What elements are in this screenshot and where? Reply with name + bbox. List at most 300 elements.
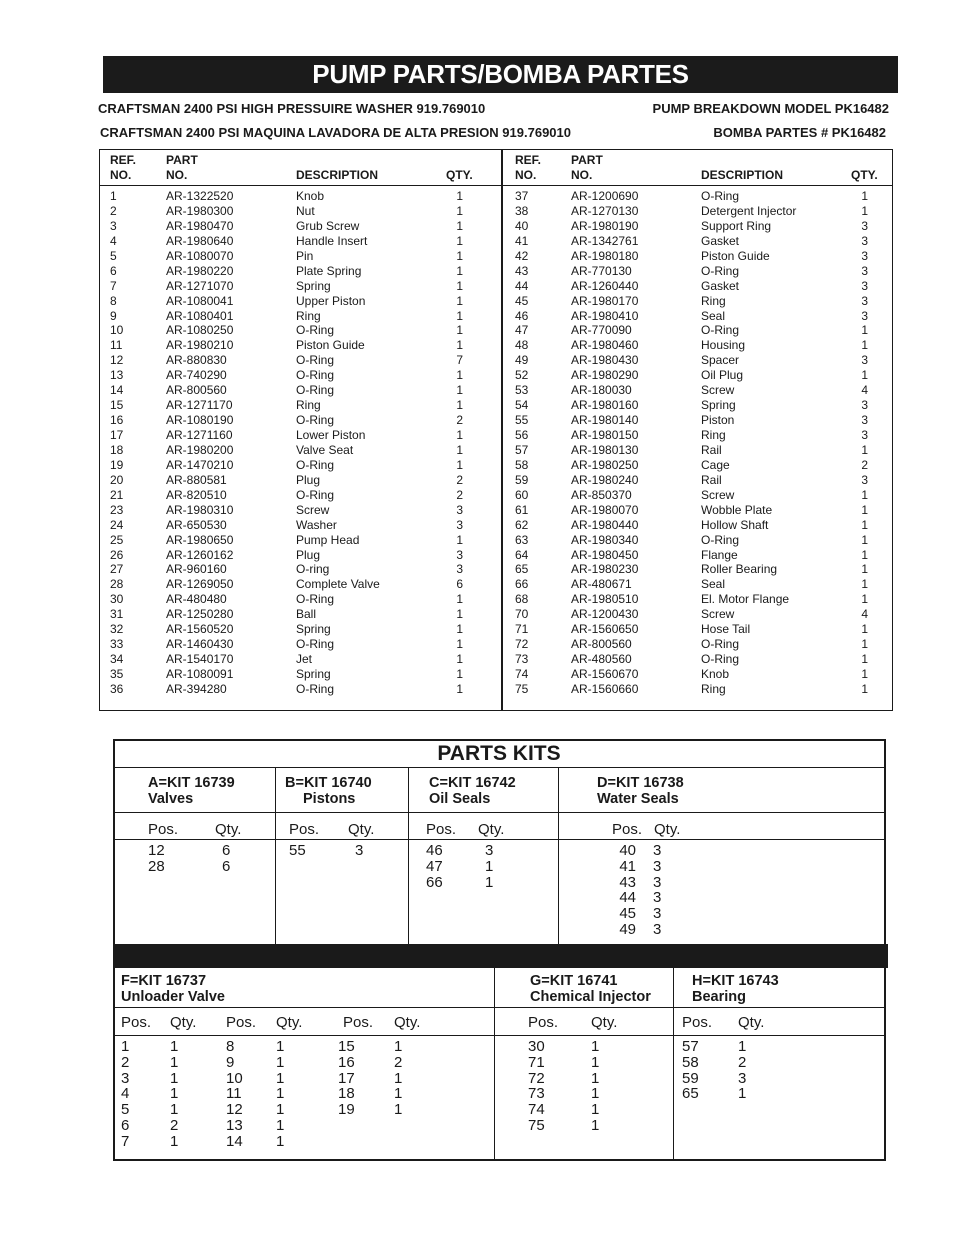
kit-g-pos-value: 30	[528, 1038, 545, 1055]
kit-c-pos-value: 46	[426, 842, 443, 859]
col-part-header-left: PART NO.	[166, 153, 198, 182]
part-row-right-60	[0, 488, 954, 503]
qty: 1	[861, 562, 868, 577]
kit-g-qty-value: 1	[591, 1085, 600, 1103]
kit-a-pos-value: 12	[148, 842, 165, 859]
kit-d-qty-label: Qty.	[654, 821, 681, 838]
kit-f-qty-value: 1	[394, 1085, 403, 1103]
ref-no: 28	[110, 577, 124, 592]
qty: 1	[456, 189, 463, 203]
part-no: AR-1080250	[166, 323, 234, 338]
part-no: AR-1080401	[166, 308, 234, 323]
description: O-Ring	[296, 323, 335, 338]
kit-h-pos-value: 57	[682, 1038, 699, 1055]
description: Roller Bearing	[701, 562, 778, 577]
kit-g-pos-value: 75	[528, 1117, 545, 1134]
ref-no: 4	[110, 233, 117, 248]
ref-no: 1	[110, 189, 117, 203]
kit-d-qty-value: 3	[653, 842, 662, 859]
part-no: AR-1560650	[571, 622, 639, 637]
part-no: AR-1269050	[166, 577, 234, 592]
kit-f-qty-value: 1	[170, 1069, 179, 1087]
kit-a-qty-value: 6	[222, 842, 231, 859]
part-no: AR-1271160	[166, 428, 233, 442]
part-no: AR-1980180	[571, 248, 639, 263]
qty: 1	[456, 652, 463, 667]
header-model-en: CRAFTSMAN 2400 PSI HIGH PRESSUIRE WASHER 919.769010	[98, 101, 486, 116]
header-breakdown-es: BOMBA PARTES # PK16482	[713, 125, 886, 140]
col-desc-header-left: DESCRIPTION	[296, 168, 379, 182]
ref-no: 13	[110, 368, 124, 383]
ref-no: 62	[515, 517, 529, 532]
ref-no: 64	[515, 547, 529, 562]
kit-d-qty-value: 3	[653, 921, 662, 938]
kit-g-heading: G=KIT 16741 Chemical Injector	[530, 973, 651, 1005]
ref-no: 2	[110, 203, 117, 218]
qty: 7	[456, 353, 463, 368]
description: Pump Head	[296, 532, 360, 547]
part-no: AR-1980470	[166, 218, 234, 233]
qty: 3	[861, 263, 868, 278]
description: O-Ring	[296, 592, 335, 607]
description: El. Motor Flange	[701, 592, 790, 607]
kit-b-pos-label: Pos.	[289, 821, 320, 838]
ref-no: 7	[110, 278, 117, 293]
kit-f-pos-value: 19	[338, 1101, 355, 1119]
kit-f-qty-value: 1	[394, 1038, 403, 1055]
description: Screw	[701, 487, 735, 502]
part-row-right-72	[0, 637, 954, 652]
description: Plug	[296, 472, 321, 487]
ref-no: 61	[515, 502, 529, 517]
qty: 6	[456, 577, 463, 592]
part-no: AR-1980230	[571, 562, 639, 577]
kit-c-pos-value: 47	[426, 857, 443, 875]
description: Gasket	[701, 233, 740, 248]
part-no: AR-1080190	[166, 413, 234, 428]
parts-kits-title: PARTS KITS	[437, 742, 561, 765]
qty: 1	[861, 323, 868, 338]
part-row-right-56	[0, 428, 954, 443]
qty: 1	[456, 667, 463, 681]
qty: 1	[456, 218, 463, 233]
description: Knob	[701, 667, 730, 681]
ref-no: 26	[110, 547, 124, 562]
kit-b-pos-value: 55	[289, 842, 306, 859]
kit-g-qty-value: 1	[591, 1069, 600, 1087]
kit-f-qty-value: 1	[170, 1053, 179, 1071]
part-row-right-43	[0, 264, 954, 279]
description: O-Ring	[296, 637, 335, 652]
kit-f-pos-value: 5	[121, 1101, 130, 1119]
kit-f-qty-value: 1	[276, 1132, 285, 1150]
description: Ring	[701, 681, 726, 696]
qty: 1	[456, 308, 463, 323]
kit-b-qty-label: Qty.	[348, 821, 375, 838]
part-row-right-61	[0, 503, 954, 518]
part-no: AR-1980310	[166, 502, 234, 517]
ref-no: 21	[110, 487, 124, 502]
qty: 1	[456, 278, 463, 293]
kit-g-pos-value: 71	[528, 1053, 545, 1071]
part-no: AR-1250280	[166, 607, 234, 622]
part-no: AR-1980430	[571, 353, 639, 368]
qty: 1	[861, 637, 868, 652]
ref-no: 55	[515, 413, 529, 428]
description: Rail	[701, 472, 722, 487]
kit-h-qty-value: 1	[738, 1038, 747, 1055]
qty: 3	[861, 233, 868, 248]
qty: 2	[456, 487, 463, 502]
part-no: AR-1260162	[166, 547, 234, 562]
qty: 1	[456, 338, 463, 353]
part-row-right-44	[0, 279, 954, 294]
qty: 1	[456, 293, 463, 308]
qty: 2	[861, 457, 868, 472]
ref-no: 9	[110, 308, 117, 323]
kit-g-pos-value: 74	[528, 1101, 545, 1119]
part-no: AR-1080091	[166, 667, 234, 681]
kit-f-heading: F=KIT 16737 Unloader Valve	[121, 973, 225, 1005]
part-no: AR-1322520	[166, 189, 234, 203]
kit-f-qty-value: 1	[170, 1132, 179, 1150]
description: Detergent Injector	[701, 203, 797, 218]
kit-f-pos-value: 1	[121, 1038, 130, 1055]
ref-no: 25	[110, 532, 124, 547]
ref-no: 73	[515, 652, 529, 667]
ref-no: 40	[515, 218, 529, 233]
ref-no: 71	[515, 622, 529, 637]
part-row-right-40	[0, 219, 954, 234]
description: Oil Plug	[701, 368, 744, 383]
qty: 1	[861, 189, 868, 203]
part-row-right-38	[0, 204, 954, 219]
description: Hollow Shaft	[701, 517, 769, 532]
kit-f-pos-value: 4	[121, 1085, 130, 1103]
kit-f-qty-value: 1	[276, 1101, 285, 1119]
part-no: AR-880581	[166, 472, 227, 487]
qty: 1	[456, 428, 463, 442]
qty: 3	[861, 248, 868, 263]
description: O-Ring	[701, 637, 740, 652]
kit-g-qty-value: 1	[591, 1038, 600, 1055]
kit-g-pos-value: 73	[528, 1085, 545, 1103]
ref-no: 63	[515, 532, 529, 547]
kit-f-pos-value: 18	[338, 1085, 355, 1103]
description: Spacer	[701, 353, 740, 368]
part-no: AR-800560	[571, 637, 632, 652]
qty: 1	[456, 681, 463, 696]
kit-f-qty-value: 1	[276, 1117, 285, 1134]
part-no: AR-1980290	[571, 368, 639, 383]
parts-table-header-rule	[99, 185, 893, 186]
description: O-Ring	[296, 681, 335, 696]
part-no: AR-394280	[166, 681, 227, 696]
description: Piston Guide	[701, 248, 770, 263]
part-no: AR-1980200	[166, 442, 234, 457]
description: Nut	[296, 203, 315, 218]
qty: 3	[456, 547, 463, 562]
kit-f-qty-value: 2	[394, 1053, 403, 1071]
part-no: AR-1980440	[571, 517, 639, 532]
part-no: AR-650530	[166, 517, 227, 532]
description: O-Ring	[701, 323, 740, 338]
part-row-right-41	[0, 234, 954, 249]
part-no: AR-770130	[571, 263, 632, 278]
qty: 1	[861, 681, 868, 696]
kit-a-qty-label: Qty.	[215, 821, 242, 838]
part-row-right-55	[0, 413, 954, 428]
part-row-right-73	[0, 652, 954, 667]
part-no: AR-850370	[571, 487, 632, 502]
description: Complete Valve	[296, 577, 380, 592]
description: Piston Guide	[296, 338, 365, 353]
part-no: AR-1080070	[166, 248, 234, 263]
qty: 1	[861, 442, 868, 457]
kit-f-pos-value: 12	[226, 1101, 243, 1119]
part-no: AR-1560520	[166, 622, 234, 637]
part-no: AR-1460430	[166, 637, 234, 652]
description: Ring	[701, 428, 726, 442]
kit-d-pos-value: 43	[619, 873, 636, 891]
col-part-header-right: PART NO.	[571, 153, 603, 182]
kit-f-qty-value: 1	[394, 1069, 403, 1087]
ref-no: 47	[515, 323, 529, 338]
description: Grub Screw	[296, 218, 360, 233]
qty: 4	[861, 607, 868, 622]
description: O-Ring	[296, 368, 335, 383]
description: O-Ring	[296, 353, 335, 368]
ref-no: 53	[515, 383, 529, 398]
kit-f-pos-label-2: Pos.	[226, 1014, 257, 1031]
ref-no: 43	[515, 263, 529, 278]
description: Spring	[296, 667, 331, 681]
kit-d-qty-value: 3	[653, 905, 662, 923]
description: Lower Piston	[296, 428, 366, 442]
part-no: AR-1080041	[166, 293, 234, 308]
description: Cage	[701, 457, 730, 472]
description: O-Ring	[296, 457, 335, 472]
col-qty-header-right: QTY.	[851, 168, 878, 182]
description: O-Ring	[296, 487, 335, 502]
part-no: AR-880830	[166, 353, 227, 368]
kit-f-pos-value: 6	[121, 1117, 130, 1134]
description: Screw	[701, 607, 735, 622]
ref-no: 54	[515, 398, 529, 413]
ref-no: 5	[110, 248, 117, 263]
kit-c-qty-value: 1	[485, 857, 494, 875]
description: Screw	[701, 383, 735, 398]
qty: 3	[861, 218, 868, 233]
qty: 2	[456, 472, 463, 487]
description: O-Ring	[701, 532, 740, 547]
kit-d-pos-value: 41	[619, 857, 636, 875]
part-row-right-46	[0, 309, 954, 324]
part-no: AR-1980130	[571, 442, 639, 457]
description: Seal	[701, 577, 726, 592]
kit-d-qty-value: 3	[653, 857, 662, 875]
part-row-right-47	[0, 323, 954, 338]
kits-separator-band	[113, 944, 888, 968]
part-no: AR-820510	[166, 487, 227, 502]
description: Upper Piston	[296, 293, 366, 308]
kit-f-pos-value: 14	[226, 1132, 243, 1150]
kit-c-heading: C=KIT 16742 Oil Seals	[429, 775, 516, 807]
description: Wobble Plate	[701, 502, 773, 517]
qty: 4	[861, 383, 868, 398]
part-no: AR-1980460	[571, 338, 639, 353]
part-no: AR-480480	[166, 592, 227, 607]
qty: 1	[861, 622, 868, 637]
ref-no: 17	[110, 428, 124, 442]
kit-f-qty-value: 1	[394, 1101, 403, 1119]
kit-d-pos-value: 49	[619, 921, 636, 938]
ref-no: 74	[515, 667, 529, 681]
kit-f-qty-value: 1	[170, 1101, 179, 1119]
ref-no: 37	[515, 189, 529, 203]
qty: 1	[861, 667, 868, 681]
qty: 3	[861, 353, 868, 368]
description: Ball	[296, 607, 317, 622]
col-desc-header-right: DESCRIPTION	[701, 168, 784, 182]
part-row-right-64	[0, 548, 954, 563]
kit-f-pos-value: 10	[226, 1069, 243, 1087]
kit-f-pos-label-1: Pos.	[121, 1014, 152, 1031]
part-no: AR-1980150	[571, 428, 639, 442]
ref-no: 38	[515, 203, 529, 218]
qty: 1	[456, 383, 463, 398]
part-row-right-54	[0, 398, 954, 413]
ref-no: 70	[515, 607, 529, 622]
kit-b-heading: B=KIT 16740 Pistons	[285, 775, 372, 807]
qty: 1	[861, 547, 868, 562]
part-no: AR-1980170	[571, 293, 639, 308]
description: Plate Spring	[296, 263, 362, 278]
part-no: AR-1980510	[571, 592, 639, 607]
col-ref-header-right: REF. NO.	[515, 153, 542, 182]
ref-no: 49	[515, 353, 529, 368]
ref-no: 20	[110, 472, 124, 487]
kit-f-pos-value: 16	[338, 1053, 355, 1071]
description: Seal	[701, 308, 726, 323]
kit-h-pos-value: 59	[682, 1069, 699, 1087]
ref-no: 8	[110, 293, 117, 308]
kit-f-qty-label-2: Qty.	[276, 1014, 303, 1031]
kit-f-pos-value: 15	[338, 1038, 355, 1055]
ref-no: 72	[515, 637, 529, 652]
part-row-right-42	[0, 249, 954, 264]
qty: 3	[861, 398, 868, 413]
description: Gasket	[701, 278, 740, 293]
part-row-right-52	[0, 368, 954, 383]
ref-no: 34	[110, 652, 124, 667]
description: O-Ring	[296, 383, 335, 398]
part-no: AR-1980300	[166, 203, 234, 218]
part-no: AR-770090	[571, 323, 632, 338]
qty: 3	[861, 428, 868, 442]
ref-no: 18	[110, 442, 124, 457]
qty: 1	[456, 248, 463, 263]
kit-f-pos-value: 17	[338, 1069, 355, 1087]
description: O-Ring	[701, 263, 740, 278]
ref-no: 24	[110, 517, 124, 532]
description: Support Ring	[701, 218, 772, 233]
ref-no: 23	[110, 502, 124, 517]
qty: 1	[861, 338, 868, 353]
part-no: AR-1980340	[571, 532, 639, 547]
qty: 1	[456, 368, 463, 383]
description: Spring	[296, 622, 331, 637]
header-breakdown-en: PUMP BREAKDOWN MODEL PK16482	[652, 101, 889, 116]
description: Ring	[296, 308, 321, 323]
part-no: AR-1270130	[571, 203, 639, 218]
kit-g-qty-value: 1	[591, 1117, 600, 1134]
qty: 1	[456, 203, 463, 218]
part-no: AR-1260440	[571, 278, 639, 293]
part-row-right-68	[0, 592, 954, 607]
qty: 3	[861, 308, 868, 323]
part-no: AR-1980140	[571, 413, 639, 428]
qty: 1	[861, 502, 868, 517]
ref-no: 33	[110, 637, 124, 652]
ref-no: 12	[110, 353, 124, 368]
part-no: AR-480671	[571, 577, 632, 592]
part-no: AR-1980410	[571, 308, 639, 323]
ref-no: 41	[515, 233, 529, 248]
kit-f-qty-value: 1	[170, 1038, 179, 1055]
ref-no: 75	[515, 681, 529, 696]
qty: 1	[861, 577, 868, 592]
ref-no: 14	[110, 383, 124, 398]
kit-h-qty-value: 2	[738, 1053, 747, 1071]
qty: 1	[456, 323, 463, 338]
qty: 1	[456, 637, 463, 652]
qty: 2	[456, 413, 463, 428]
qty: 1	[861, 532, 868, 547]
description: Plug	[296, 547, 321, 562]
kit-h-heading: H=KIT 16743 Bearing	[692, 973, 779, 1005]
qty: 1	[861, 517, 868, 532]
part-row-right-57	[0, 443, 954, 458]
part-no: AR-1342761	[571, 233, 639, 248]
description: Ring	[701, 293, 726, 308]
kit-f-qty-label-1: Qty.	[170, 1014, 197, 1031]
kit-f-pos-value: 3	[121, 1069, 130, 1087]
kit-c-pos-value: 66	[426, 873, 443, 891]
part-row-right-71	[0, 622, 954, 637]
description: O-Ring	[701, 189, 740, 203]
part-no: AR-1980450	[571, 547, 639, 562]
kit-g-pos-value: 72	[528, 1069, 545, 1087]
kit-a-pos-label: Pos.	[148, 821, 179, 838]
ref-no: 66	[515, 577, 529, 592]
kit-c-qty-value: 1	[485, 873, 494, 891]
description: Rail	[701, 442, 722, 457]
ref-no: 31	[110, 607, 124, 622]
kit-b-qty-value: 3	[355, 842, 364, 859]
description: Piston	[701, 413, 735, 428]
part-no: AR-1470210	[166, 457, 234, 472]
ref-no: 19	[110, 457, 124, 472]
part-no: AR-1980640	[166, 233, 234, 248]
part-row-right-49	[0, 353, 954, 368]
kit-a-pos-value: 28	[148, 857, 165, 875]
description: Valve Seat	[296, 442, 354, 457]
part-row-right-53	[0, 383, 954, 398]
part-no: AR-800560	[166, 383, 227, 398]
ref-no: 68	[515, 592, 529, 607]
description: Flange	[701, 547, 738, 562]
